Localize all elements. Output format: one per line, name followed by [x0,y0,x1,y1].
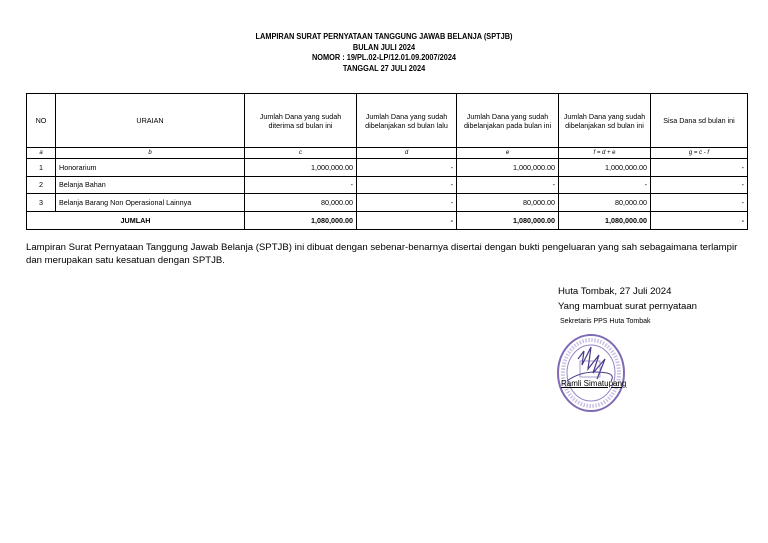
total-spent-this-month: 1,080,000.00 [457,211,559,229]
column-letter: g = c - f [651,148,748,159]
total-received: 1,080,000.00 [245,211,357,229]
total-row [27,211,748,229]
cell-received: - [245,176,357,194]
table-row [27,194,748,212]
column-letter: c [245,148,357,159]
official-stamp [553,329,633,414]
column-header-spent-this-month: Jumlah Dana yang sudah dibelanjakan pada bulan ini [457,94,559,148]
row-description: Belanja Bahan [56,176,245,194]
cell-spent-this-month: - [457,176,559,194]
document-header [31,32,738,74]
header-title: LAMPIRAN SURAT PERNYATAAN TANGGUNG JAWAB BELANJA (SPTJB) [255,32,513,41]
column-letter: f = d + e [559,148,651,159]
signature-place-date: Huta Tombak, 27 Juli 2024 [558,286,672,297]
column-header-remaining: Sisa Dana sd bulan ini [651,94,748,148]
signature-role: Sekretaris PPS Huta Tombak [560,318,651,325]
cell-spent-to-date: 1,000,000.00 [559,159,651,177]
cell-spent-to-date: - [559,176,651,194]
cell-spent-this-month: 1,000,000.00 [457,159,559,177]
total-spent-last-month: - [357,211,457,229]
row-description: Honorarium [56,159,245,177]
column-header-spent-last-month: Jumlah Dana yang sudah dibelanjakan sd bulan lalu [357,94,457,148]
column-letter: b [56,148,245,159]
row-number: 2 [27,176,56,194]
cell-spent-to-date: 80,000.00 [559,194,651,212]
cell-remaining: - [651,176,748,194]
cell-remaining: - [651,159,748,177]
row-number: 1 [27,159,56,177]
cell-received: 1,000,000.00 [245,159,357,177]
column-header-spent-to-date: Jumlah Dana yang sudah dibelanjakan sd bulan ini [559,94,651,148]
statement-paragraph: Lampiran Surat Pernyataan Tanggung Jawab Belanja (SPTJB) ini dibuat dengan sebenar-benarnya disertai dengan bukti pengeluaran yang sah sebagaimana terlampir dan merupakan satu kesatuan dengan SPTJB. [26,242,738,266]
cell-spent-last-month: - [357,194,457,212]
header-month: BULAN JULI 2024 [352,42,416,52]
row-number: 3 [27,194,56,212]
cell-spent-last-month: - [357,176,457,194]
table-header-row [27,94,748,148]
column-letter: a [27,148,56,159]
column-header-no: NO [27,94,56,148]
cell-spent-this-month: 80,000.00 [457,194,559,212]
signer-name: Ramli Simatupang [561,379,627,388]
column-letter: d [357,148,457,159]
total-label: JUMLAH [27,211,245,229]
total-spent-to-date: 1,080,000.00 [559,211,651,229]
header-date: TANGGAL 27 JULI 2024 [342,63,426,73]
sptjb-table [26,93,748,230]
column-header-uraian: URAIAN [56,94,245,148]
column-letter-row [27,148,748,159]
signature-maker: Yang mambuat surat pernyataan [558,301,698,312]
column-letter: e [457,148,559,159]
total-remaining: - [651,211,748,229]
header-number: NOMOR : 19/PL.02-LP/12.01.09.2007/2024 [311,53,457,62]
cell-spent-last-month: - [357,159,457,177]
table-row [27,176,748,194]
cell-remaining: - [651,194,748,212]
cell-received: 80,000.00 [245,194,357,212]
column-header-received: Jumlah Dana yang sudah diterima sd bulan ini [245,94,357,148]
table-row [27,159,748,177]
row-description: Belanja Barang Non Operasional Lainnya [56,194,245,212]
